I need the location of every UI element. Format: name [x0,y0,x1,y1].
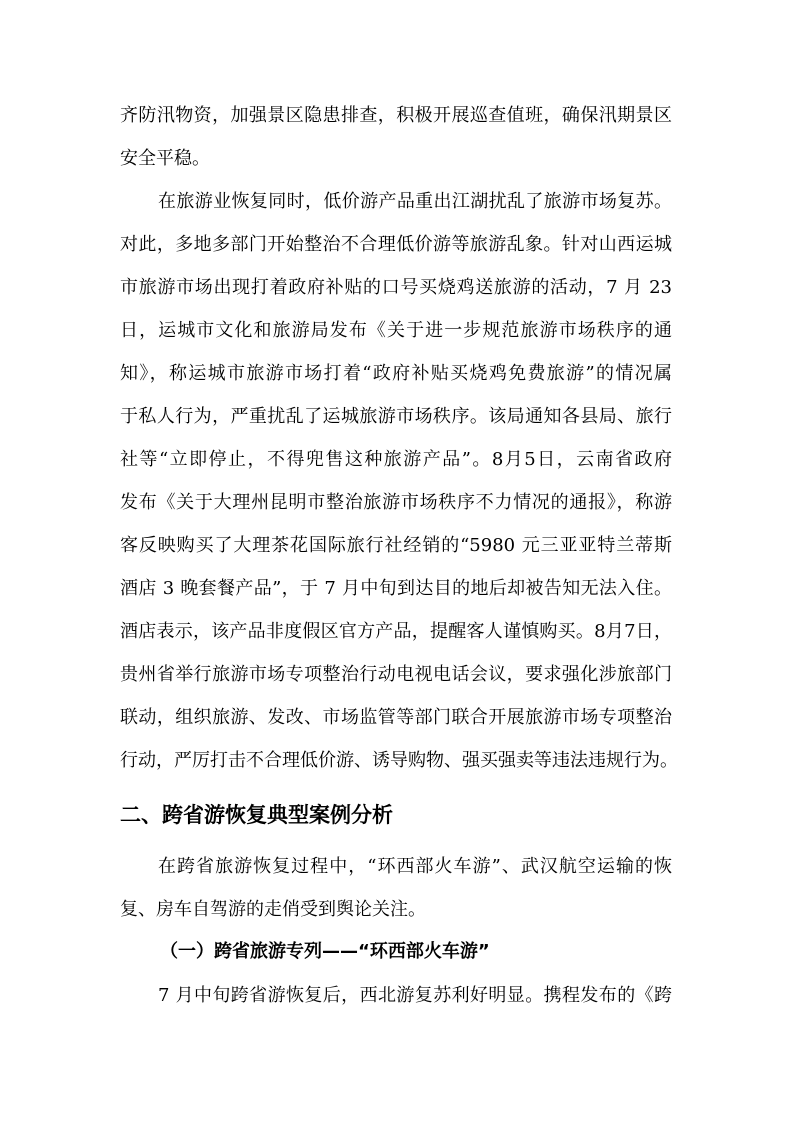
paragraph-2-line-3: 市旅游市场出现打着政府补贴的口号买烧鸡送旅游的活动，7 月 23 [120,277,673,298]
paragraph-2-line-6: 于私人行为，严重扰乱了运城旅游市场秩序。该局通知各县局、旅行 [120,406,672,427]
section-2-heading: 二、跨省游恢复典型案例分析 [120,803,393,827]
paragraph-2-line-5: 知》，称运城市旅游市场打着“政府补贴买烧鸡免费旅游”的情况属 [120,363,672,384]
paragraph-2-line-12: 贵州省举行旅游市场专项整治行动电视电话会议，要求强化涉旅部门 [120,664,672,685]
paragraph-1-line-1: 齐防汛物资，加强景区隐患排查，积极开展巡查值班，确保汛期景区 [120,105,672,126]
paragraph-2-line-11: 酒店表示，该产品非度假区官方产品，提醒客人谨慎购买。8月7日， [120,621,672,642]
paragraph-2-line-14: 行动，严厉打击不合理低价游、诱导购物、强买强卖等违法违规行为。 [120,750,678,771]
paragraph-2-line-9: 客反映购买了大理茶花国际旅行社经销的“5980 元三亚亚特兰蒂斯 [120,535,672,556]
paragraph-2-line-4: 日，运城市文化和旅游局发布《关于进一步规范旅游市场秩序的通 [120,320,672,341]
paragraph-2-line-1: 在旅游业恢复同时，低价游产品重出江湖扰乱了旅游市场复苏。 [158,191,672,212]
section-2-intro-line-2: 复、房车自驾游的走俏受到舆论关注。 [120,899,426,920]
paragraph-1-line-2: 安全平稳。 [120,148,210,169]
paragraph-2-line-13: 联动，组织旅游、发改、市场监管等部门联合开展旅游市场专项整治 [120,707,672,728]
paragraph-2-line-7: 社等“立即停止，不得兜售这种旅游产品”。8月5日，云南省政府 [120,449,672,470]
paragraph-2-line-10: 酒店 3 晚套餐产品”，于 7 月中旬到达目的地后却被告知无法入住。 [120,578,672,599]
paragraph-2-line-2: 对此，多地多部门开始整治不合理低价游等旅游乱象。针对山西运城 [120,234,672,255]
subsection-1-line-1: 7 月中旬跨省游恢复后，西北游复苏利好明显。携程发布的《跨 [158,985,672,1006]
subsection-1-heading: （一）跨省旅游专列——“环西部火车游” [160,941,490,962]
paragraph-2-line-8: 发布《关于大理州昆明市整治旅游市场秩序不力情况的通报》，称游 [120,492,672,513]
section-2-intro-line-1: 在跨省旅游恢复过程中，“环西部火车游”、武汉航空运输的恢 [158,856,672,877]
